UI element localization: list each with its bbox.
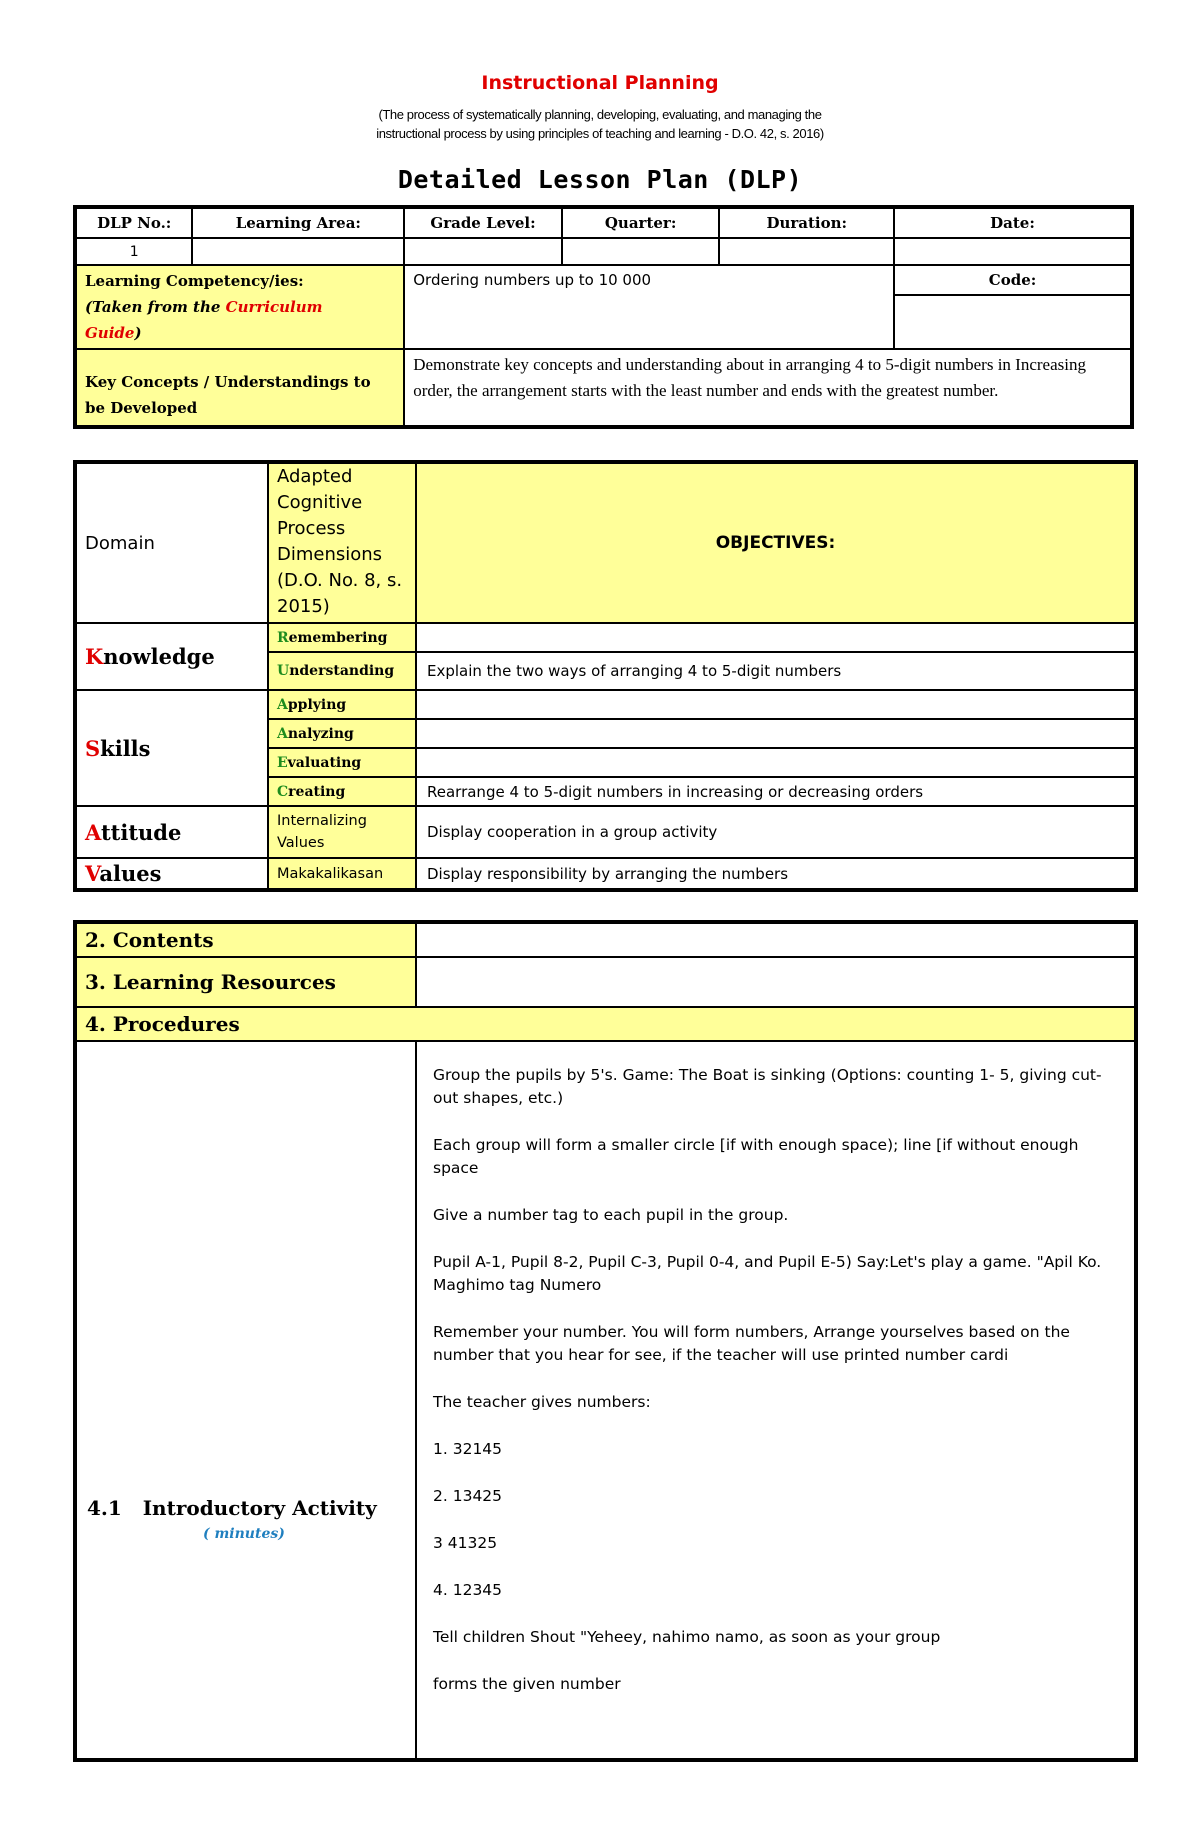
objective-creating: Rearrange 4 to 5-digit numbers in increasing or decreasing orders [416, 777, 1136, 806]
procedure-paragraph: Tell children Shout "Yeheey, nahimo namo, as soon as your group [433, 1628, 941, 1646]
learning-area-header: Learning Area: [192, 207, 404, 238]
domain-knowledge: Knowledge [75, 623, 268, 690]
key-concepts-label: Key Concepts / Understandings to be Developed [75, 349, 404, 427]
procedures-label: 4. Procedures [75, 1007, 1136, 1041]
objective-analyzing [416, 719, 1136, 748]
domain-values: Values [75, 858, 268, 890]
objective-attitude: Display cooperation in a group activity [416, 806, 1136, 858]
introductory-activity-number: 4.1 [87, 1496, 122, 1520]
contents-label: 2. Contents [75, 922, 416, 957]
process-creating: Creating [268, 777, 416, 806]
curriculum-note-suffix: ) [134, 324, 142, 342]
objectives-table [73, 460, 1138, 892]
guide-note-highlight: Guide [85, 324, 135, 342]
procedure-paragraph: 3 41325 [433, 1534, 498, 1552]
procedure-paragraph: Remember your number. You will form numbers, Arrange yourselves based on the number that you hear for see, if the teacher will use printed number cardi [433, 1323, 1070, 1364]
procedure-paragraph: Each group will form a smaller circle [if with enough space); line [if without enough space [433, 1136, 1079, 1177]
procedure-paragraph: 2. 13425 [433, 1487, 503, 1505]
date-value [894, 238, 1132, 265]
domain-attitude: Attitude [75, 806, 268, 858]
dlp-no-value: 1 [75, 238, 192, 265]
process-remembering: Remembering [268, 623, 416, 652]
objective-evaluating [416, 748, 1136, 777]
process-makakalikasan: Makakalikasan [268, 858, 416, 890]
procedure-paragraph: Pupil A-1, Pupil 8-2, Pupil C-3, Pupil 0-4, and Pupil E-5) Say:Let's play a game. "Apil Ko. Maghimo tag Numero [433, 1253, 1102, 1294]
introductory-activity-label: Introductory Activity [142, 1496, 377, 1520]
learning-resources-value [416, 957, 1136, 1007]
learning-competency-label: Learning Competency/ies: [85, 272, 304, 290]
learning-area-value [192, 238, 404, 265]
key-concepts-value: Demonstrate key concepts and understanding about in arranging 4 to 5-digit numbers in Increasing order, the arrangement starts with the least number and ends with the greatest number. [404, 349, 1132, 427]
learning-competency-cell [75, 265, 404, 349]
lesson-info-table [73, 205, 1134, 429]
introductory-activity-cell [75, 1041, 416, 1760]
process-evaluating: Evaluating [268, 748, 416, 777]
procedure-paragraph: The teacher gives numbers: [433, 1393, 651, 1411]
duration-value [719, 238, 894, 265]
duration-header: Duration: [719, 207, 894, 238]
procedures-table [73, 920, 1138, 1762]
introductory-activity-minutes: ( minutes) [203, 1526, 285, 1542]
objectives-header: OBJECTIVES: [416, 462, 1136, 623]
objective-values: Display responsibility by arranging the numbers [416, 858, 1136, 890]
contents-value [416, 922, 1136, 957]
process-applying: Applying [268, 690, 416, 719]
cognitive-process-header: Adapted Cognitive Process Dimensions (D.O. No. 8, s. 2015) [268, 462, 416, 623]
objective-understanding: Explain the two ways of arranging 4 to 5-digit numbers [416, 652, 1136, 690]
code-header: Code: [894, 265, 1132, 295]
learning-competency-value: Ordering numbers up to 10 000 [404, 265, 894, 349]
curriculum-note-prefix: (Taken from the [85, 298, 226, 316]
learning-resources-label: 3. Learning Resources [75, 957, 416, 1007]
page-heading: Instructional Planning [481, 72, 719, 94]
grade-level-value [404, 238, 562, 265]
domain-skills: Skills [75, 690, 268, 806]
page-subheading-line-2: instructional process by using principles of teaching and learning - D.O. 42, s. 2016) [376, 126, 824, 141]
procedure-paragraph: 1. 32145 [433, 1440, 503, 1458]
procedure-paragraph: 4. 12345 [433, 1581, 503, 1599]
date-header: Date: [894, 207, 1132, 238]
procedure-paragraph: Give a number tag to each pupil in the group. [433, 1206, 789, 1224]
grade-level-header: Grade Level: [404, 207, 562, 238]
dlp-title: Detailed Lesson Plan (DLP) [397, 165, 803, 194]
code-value [894, 295, 1132, 349]
process-internalizing-values: Internalizing Values [268, 806, 416, 858]
objective-applying [416, 690, 1136, 719]
curriculum-note-highlight: Curriculum [225, 298, 323, 316]
procedure-paragraph: Group the pupils by 5's. Game: The Boat is sinking (Options: counting 1- 5, giving cut-out shapes, etc.) [433, 1066, 1102, 1107]
dlp-no-header: DLP No.: [75, 207, 192, 238]
quarter-header: Quarter: [562, 207, 720, 238]
quarter-value [562, 238, 720, 265]
domain-header: Domain [75, 462, 268, 623]
process-analyzing: Analyzing [268, 719, 416, 748]
page-subheading-line-1: (The process of systematically planning, developing, evaluating, and managing the [378, 107, 822, 122]
process-understanding: Understanding [268, 652, 416, 690]
introductory-activity-content [416, 1041, 1136, 1760]
objective-remembering [416, 623, 1136, 652]
procedure-paragraph: forms the given number [433, 1675, 621, 1693]
